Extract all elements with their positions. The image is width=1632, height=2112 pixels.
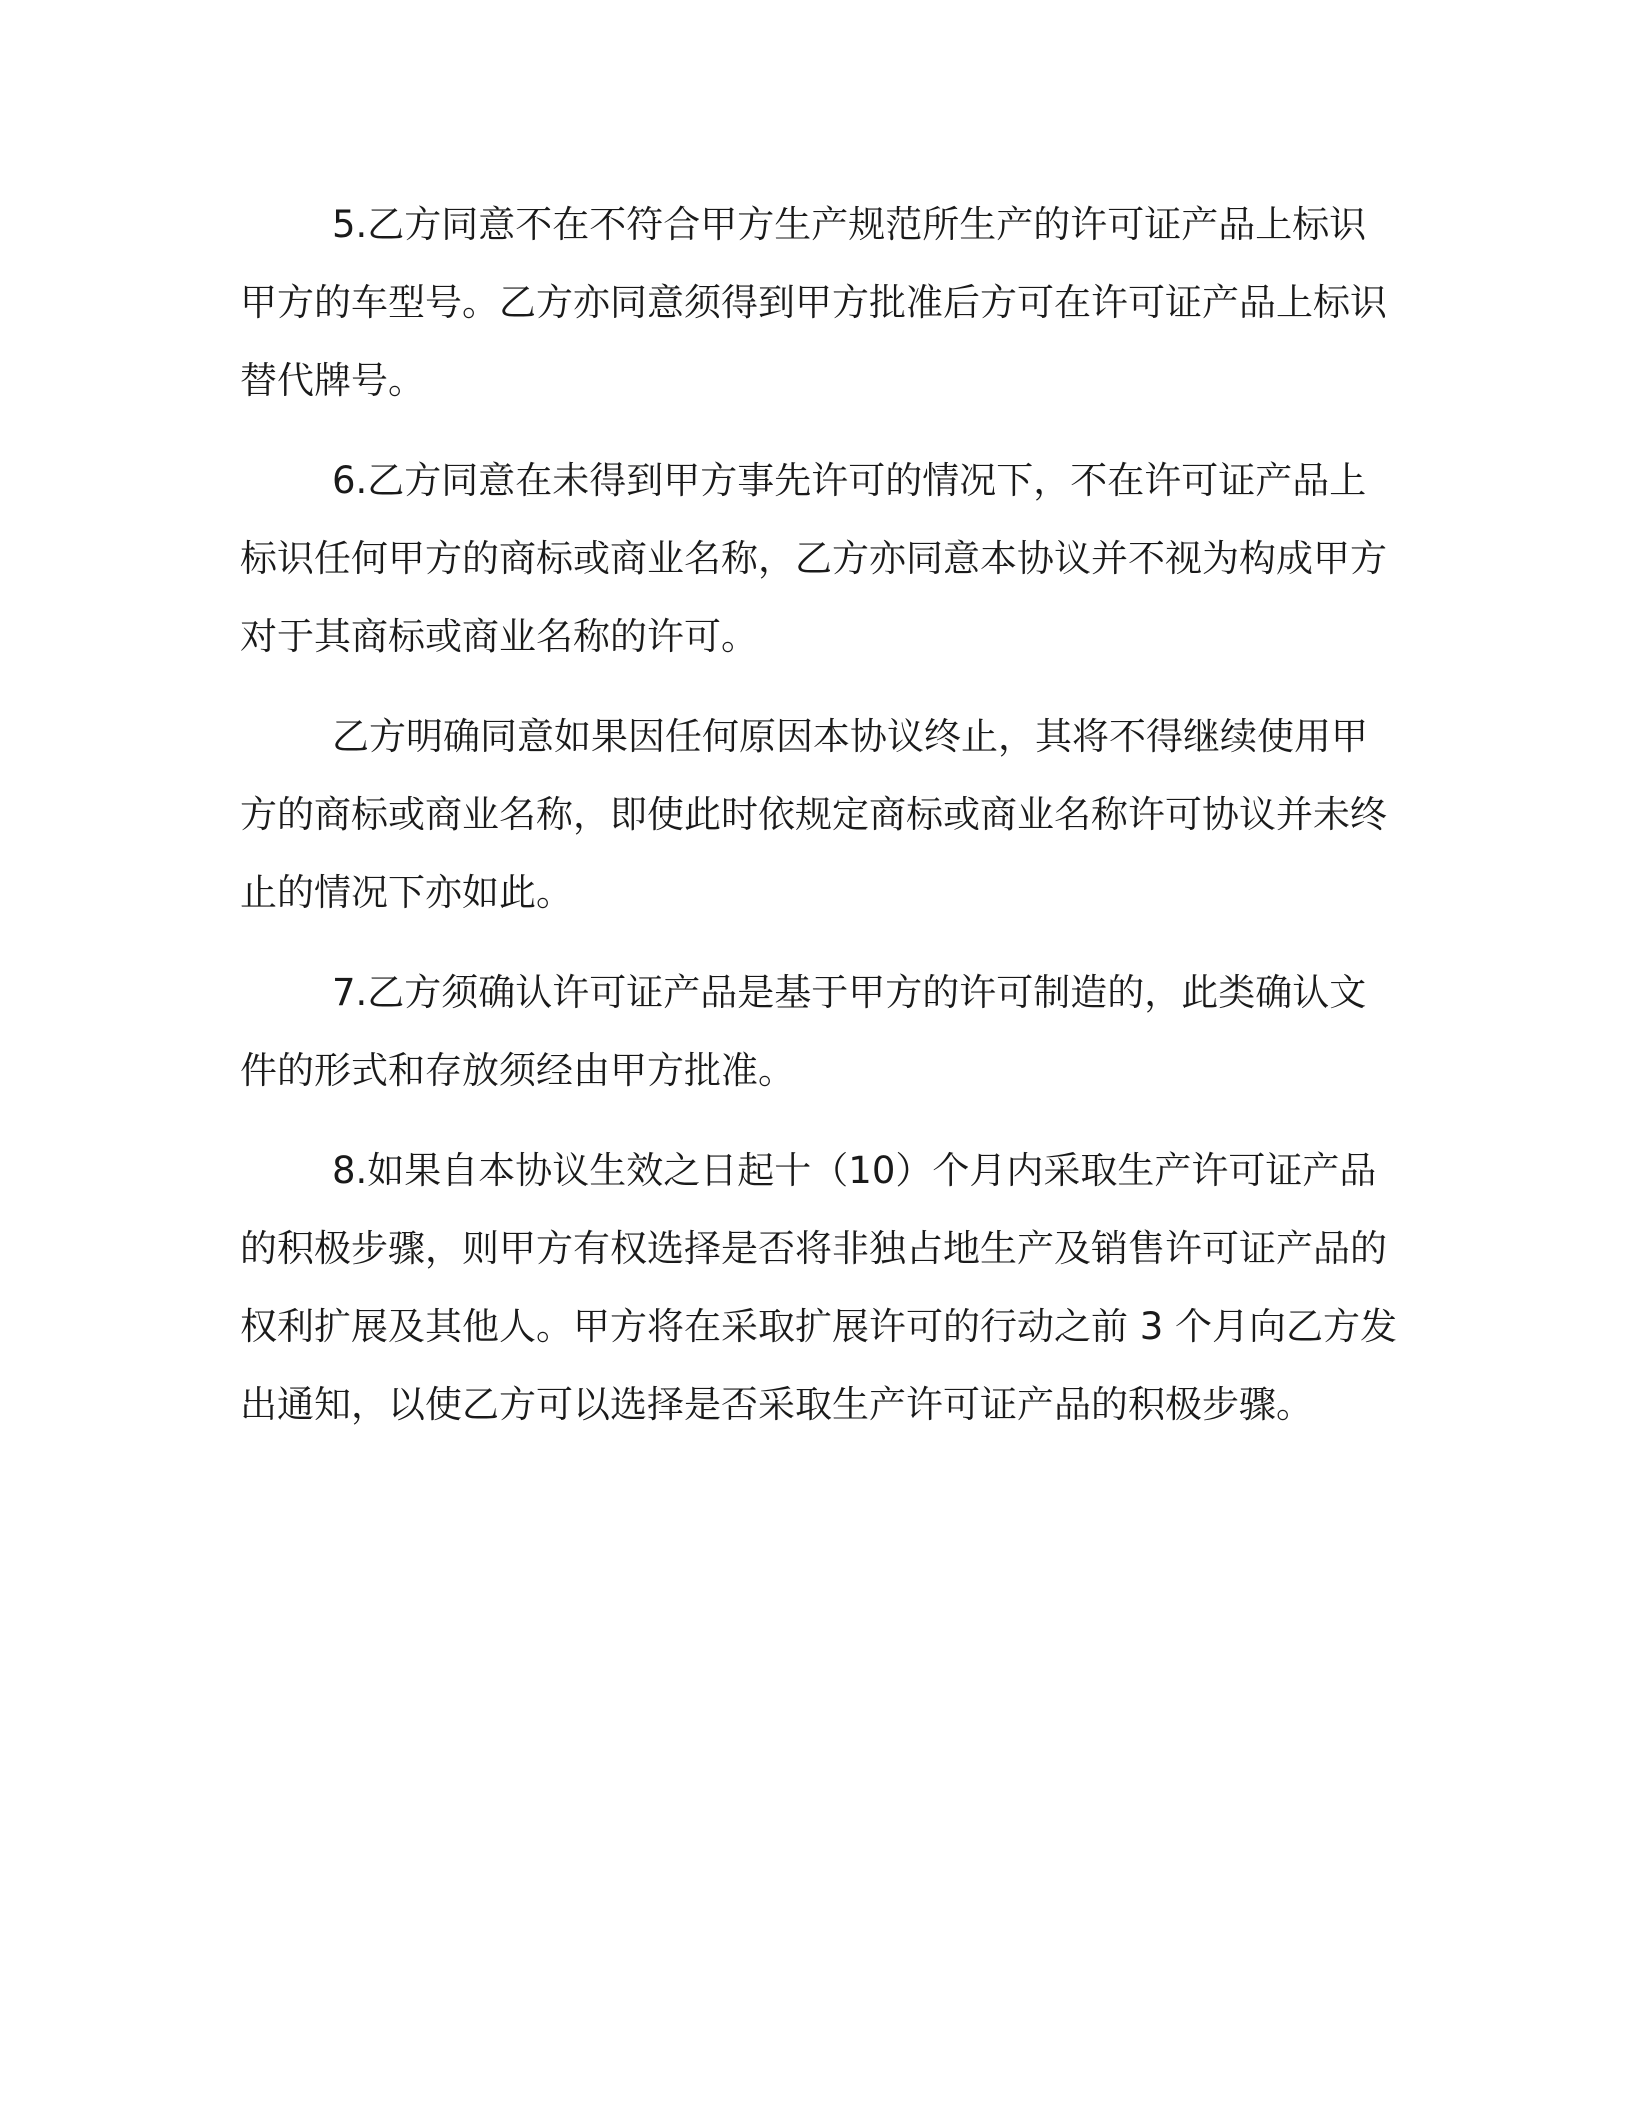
clause-5-paragraph: 5.乙方同意不在不符合甲方生产规范所生产的许可证产品上标识甲方的车型号。乙方亦同意须得到甲方批准后方可在许可证产品上标识替代牌号。 — [240, 203, 1387, 402]
clause-8-paragraph: 8.如果自本协议生效之日起十（10）个月内采取生产许可证产品的积极步骤，则甲方有权选择是否将非独占地生产及销售许可证产品的权利扩展及其他人。甲方将在采取扩展许可的行动之前 3 个月向乙方发出通知，以使乙方可以选择是否采取生产许可证产品的积极步骤。 — [240, 1149, 1398, 1426]
document-body — [240, 186, 1400, 1466]
clause-7-paragraph: 7.乙方须确认许可证产品是基于甲方的许可制造的，此类确认文件的形式和存放须经由甲方批准。 — [240, 971, 1367, 1092]
termination-paragraph: 乙方明确同意如果因任何原因本协议终止，其将不得继续使用甲方的商标或商业名称，即使此时依规定商标或商业名称许可协议并未终止的情况下亦如此。 — [240, 715, 1387, 914]
clause-6-paragraph: 6.乙方同意在未得到甲方事先许可的情况下，不在许可证产品上标识任何甲方的商标或商业名称，乙方亦同意本协议并不视为构成甲方对于其商标或商业名称的许可。 — [240, 459, 1387, 658]
